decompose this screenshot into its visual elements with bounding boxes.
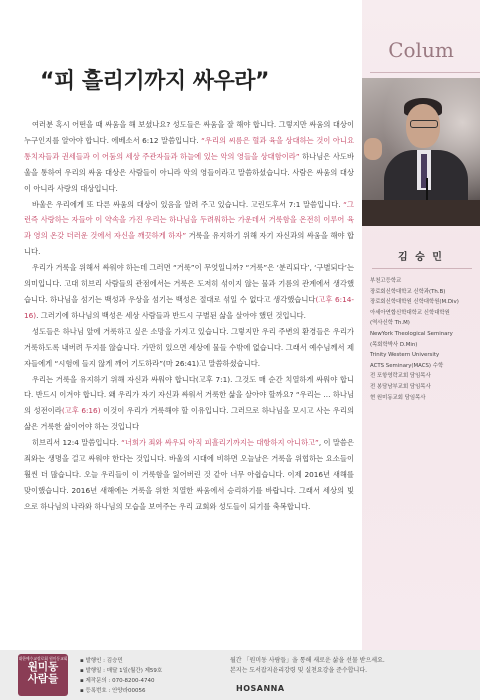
author-divider xyxy=(372,268,472,269)
paragraph-text: 바울은 우리에게 또 다른 싸움의 대상이 있음을 알려 주고 있습니다. 고린도후서 7:1 말씀입니다. xyxy=(32,199,344,209)
scripture-quote: (고후 6:14-16) xyxy=(24,294,354,320)
author-name: 김 승 민 xyxy=(398,252,444,263)
paragraph-text: , 이 말씀은 죄와는 생명을 걸고 싸워야 한다는 것입니다. 바울의 시대에 비하면 오늘날은 거룩을 위협하는 요소들이 훨씬 더 많습니다. 오늘 우리들이 이 거룩함을 잃어버린 것 같아 너무 아쉽습니다. 이제 2016년 새해를 맞이했습니다. 2016년 새해에는 거룩을 위한 치열한 싸움에서 승리하기를 바랍니다. 그래서 세상의 빛으로 하나님의 나라와 하나님의 모습을 보여주는 우리 교회와 성도들이 되기를 축복합니다. xyxy=(24,438,355,511)
paragraph-text: . 그러기에 하나님의 백성은 세상 사람들과 반드시 구별된 삶을 살아야 했던 것입니다. xyxy=(36,310,306,320)
paragraph-text: 우리가 거룩을 위해서 싸워야 하는데 그러면 “거룩”이 무엇일니까? “거룩”은 ‘분리되다’, ‘구별되다’는 의미입니다. 고대 히브리 사람들의 관점에서는 거룩은 도저히 섞이지 않는 물과 기름의 관계에서 생각했습니다. 하나님을 섬기는 백성과 우상을 섬기는 백성은 절대로 섞일 수 없다고 생각했습니다 xyxy=(24,263,354,304)
logo-church-name: 대한예수교장로회 원미동교회 xyxy=(18,656,68,661)
scripture-quote: “우리의 씨름은 혈과 육을 상대하는 것이 아니요 통치자들과 권세들과 이 어둠의 세상 주관자들과 하늘에 있는 악의 영들을 상대함이라” xyxy=(24,135,355,161)
notice-line: 본지는 도서잡지윤리강령 및 실천요강을 준수합니다. xyxy=(230,667,368,674)
imprint-info xyxy=(80,656,220,696)
section-label: Colum xyxy=(388,38,454,62)
section-divider xyxy=(370,72,480,73)
imprint-line: ▪ 제작문의 : 070-8200-4740 xyxy=(80,678,155,684)
logo-title-line: 원미동 xyxy=(27,661,59,673)
bio-line: 전 포항영락교회 담임목사 xyxy=(370,373,431,380)
bio-line: 장로회신학대학교 신학과(Th.B) xyxy=(370,288,446,295)
paragraph-text: 우리는 거룩을 유지하기 위해 자신과 싸워야 합니다(고후 7:1). 그것도 매 순간 치열하게 싸워야 합니다. 반드시 이겨야 합니다. 왜 우리가 자기 자신과 싸워서 거룩한 삶을 살아야 할까요? “우리는 … 하나님의 성전이라 xyxy=(24,374,354,416)
article-paragraph xyxy=(24,117,354,197)
article-paragraph xyxy=(24,372,354,436)
bio-line: 현 원미동교회 담임목사 xyxy=(370,394,426,401)
paragraph-text: 하나님은 사도바울을 통하여 우리의 싸움 대상은 사람들이 아니라 악의 영들이라고 말씀하셨습니다. 사람은 싸움의 대상이 아니라 사랑의 대상입니다. xyxy=(24,151,354,193)
subscription-notice xyxy=(230,656,475,676)
paragraph-text: 이것이 우리가 거룩해야 할 이유입니다. 그러므로 하나님을 모시고 사는 우리의 삶은 거룩한 삶이어야 하는 것입니다 xyxy=(24,406,354,432)
notice-line: 월간 「원미동 사람들」을 통해 새로운 삶을 선물 받으세요. xyxy=(230,657,385,664)
paragraph-text: 성도들은 하나님 앞에 거룩하고 싶은 소망을 가지고 있습니다. 그렇지만 우리 주변의 환경들은 우리가 거룩하도록 내버려 두지를 않습니다. 가만히 있으면 세상에 물들 수밖에 없습니다. 그래서 예수님께서 제자들에게 “시험에 들지 않게 깨어 기도하라”(마 26:41)고 말씀하셨습니다. xyxy=(24,326,354,368)
bio-line: 아세아연합신학대학교 신학대학원 xyxy=(370,309,450,316)
bio-line: (역사신학 Th.M) xyxy=(370,320,410,327)
article-body xyxy=(24,117,354,515)
hosanna-brand: HOSANNA xyxy=(236,684,285,693)
scripture-quote: “그런즉 사랑하는 자들아 이 약속을 가진 우리는 하나님을 두려워하는 가운데서 거룩함을 온전히 이루어 육과 영의 온갖 더러운 것에서 자신을 깨끗하게 하자” xyxy=(24,199,354,241)
article-paragraph xyxy=(24,197,354,261)
author-bio xyxy=(370,276,478,403)
imprint-line: ▪ 등록번호 : 안양라00056 xyxy=(80,688,146,694)
bio-line: Trinity Western University xyxy=(370,352,440,359)
author-photo xyxy=(362,78,480,226)
article-paragraph xyxy=(24,435,354,515)
paragraph-text: 거룩을 유지하기 위해 자기 자신과의 싸움을 해야 합니다. xyxy=(24,231,354,257)
magazine-logo xyxy=(18,654,68,696)
scripture-quote: (고후 6:16) xyxy=(61,406,101,416)
bio-line: ACTS Seminary(MACS) 수학 xyxy=(370,362,444,369)
logo-title xyxy=(18,661,68,685)
bio-line: 부천고등학교 xyxy=(370,278,402,284)
article-headline: “피 흘리기까지 싸우라” xyxy=(40,69,270,94)
bio-line: 전 봉담남부교회 담임목사 xyxy=(370,383,431,390)
bio-line: 장로회신학대학원 신학대학원(M.Div) xyxy=(370,299,459,306)
article-paragraph xyxy=(24,324,354,372)
bio-line: NewYork Theological Seminary xyxy=(370,330,453,337)
bio-line: (목회학박사 D.Min) xyxy=(370,341,418,348)
imprint-line: ▪ 발행일 : 매달 1일(월간) 제59호 xyxy=(80,668,163,674)
logo-title-line: 사람들 xyxy=(27,673,59,685)
imprint-line: ▪ 발행인 : 김승민 xyxy=(80,658,123,664)
article-paragraph xyxy=(24,260,354,324)
scripture-quote: “너희가 죄와 싸우되 아직 피흘리기까지는 대항하지 아니하고” xyxy=(121,438,319,448)
paragraph-text: 여러분 혹시 어떤을 때 싸움을 해 보셨나요? 성도들은 싸움을 잘 해야 합니다. 그렇지만 싸움의 대상이 누구인지를 알아야 합니다. 에베소서 6:12 말씀입니다. xyxy=(24,120,354,145)
paragraph-text: 히브리서 12:4 말씀입니다. xyxy=(32,438,122,448)
